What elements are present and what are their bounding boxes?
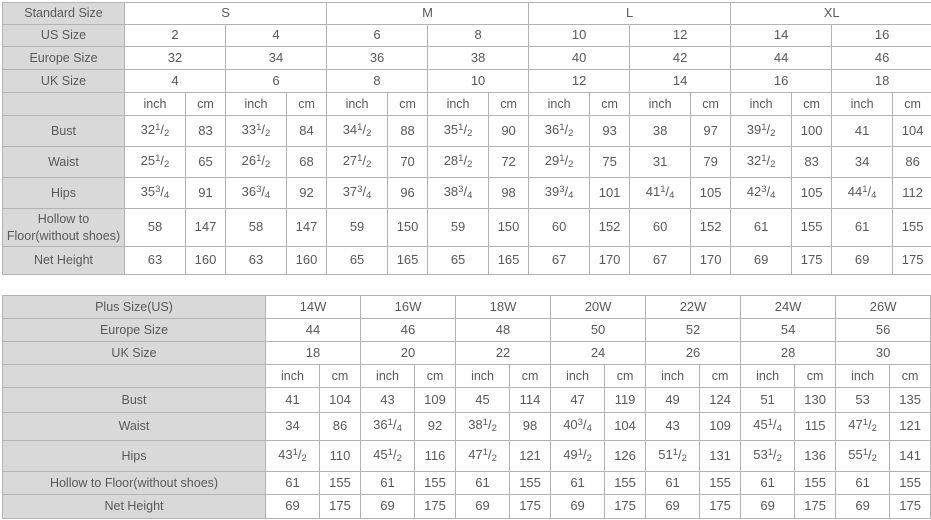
size-group-cell: 28 xyxy=(741,342,836,365)
value-cell: 83 xyxy=(792,147,832,178)
table-gap xyxy=(2,275,931,295)
row-header-label: Europe Size xyxy=(3,47,125,70)
unit-cm-label: cm xyxy=(415,365,456,388)
value-cell: 136 xyxy=(795,441,836,472)
value-cell: 72 xyxy=(489,147,529,178)
value-cell: 130 xyxy=(795,388,836,413)
row-header-label: Plus Size(US) xyxy=(3,296,266,319)
value-cell: $44^1/4$ xyxy=(832,178,893,209)
size-group-cell: 14 xyxy=(630,70,731,93)
value-cell: 58 xyxy=(125,209,186,247)
value-cell: 105 xyxy=(792,178,832,209)
value-cell: 175 xyxy=(893,247,931,275)
value-cell: 96 xyxy=(388,178,428,209)
measurement-label: Bust xyxy=(3,116,125,147)
value-cell: 155 xyxy=(320,472,361,495)
value-cell: 175 xyxy=(415,495,456,519)
size-group-cell: 26W xyxy=(836,296,931,319)
size-group-cell: 24 xyxy=(551,342,646,365)
value-cell: 38 xyxy=(630,116,691,147)
value-cell: 86 xyxy=(893,147,931,178)
value-cell: 59 xyxy=(428,209,489,247)
value-cell: $27^1/2$ xyxy=(327,147,388,178)
size-group-cell: 54 xyxy=(741,319,836,342)
unit-inch-label: inch xyxy=(327,93,388,116)
value-cell: 97 xyxy=(691,116,731,147)
value-cell: 155 xyxy=(795,472,836,495)
value-cell: 175 xyxy=(510,495,551,519)
value-cell: $42^3/4$ xyxy=(731,178,792,209)
value-cell: $39^3/4$ xyxy=(529,178,590,209)
size-group-cell: 46 xyxy=(361,319,456,342)
size-group-cell: 8 xyxy=(327,70,428,93)
value-cell: $33^1/2$ xyxy=(226,116,287,147)
value-cell: $38^3/4$ xyxy=(428,178,489,209)
value-cell: $35^3/4$ xyxy=(125,178,186,209)
size-group-cell: 24W xyxy=(741,296,836,319)
value-cell: 131 xyxy=(700,441,741,472)
size-group-cell: 18 xyxy=(266,342,361,365)
value-cell: 88 xyxy=(388,116,428,147)
value-cell: 69 xyxy=(456,495,510,519)
value-cell: 69 xyxy=(266,495,320,519)
value-cell: 51 xyxy=(741,388,795,413)
value-cell: 91 xyxy=(186,178,226,209)
value-cell: 104 xyxy=(605,413,646,441)
unit-cm-label: cm xyxy=(186,93,226,116)
value-cell: 109 xyxy=(415,388,456,413)
value-cell: 63 xyxy=(125,247,186,275)
size-group-cell: 14 xyxy=(731,25,832,47)
value-cell: 65 xyxy=(428,247,489,275)
size-group-cell: 4 xyxy=(125,70,226,93)
size-group-cell: 22W xyxy=(646,296,741,319)
size-group-cell: XL xyxy=(731,3,931,25)
value-cell: 175 xyxy=(792,247,832,275)
value-cell: $40^3/4$ xyxy=(551,413,605,441)
value-cell: 165 xyxy=(489,247,529,275)
size-group-cell: S xyxy=(125,3,327,25)
value-cell: $51^1/2$ xyxy=(646,441,700,472)
value-cell: 135 xyxy=(890,388,931,413)
value-cell: $28^1/2$ xyxy=(428,147,489,178)
unit-cm-label: cm xyxy=(510,365,551,388)
unit-inch-label: inch xyxy=(741,365,795,388)
value-cell: 141 xyxy=(890,441,931,472)
size-group-cell: 4 xyxy=(226,25,327,47)
unit-cm-label: cm xyxy=(287,93,327,116)
value-cell: 104 xyxy=(893,116,931,147)
size-group-cell: 56 xyxy=(836,319,931,342)
measurement-label: Waist xyxy=(3,147,125,178)
measurement-label: Hips xyxy=(3,441,266,472)
unit-cm-label: cm xyxy=(795,365,836,388)
value-cell: 119 xyxy=(605,388,646,413)
value-cell: 155 xyxy=(792,209,832,247)
value-cell: 175 xyxy=(795,495,836,519)
size-group-cell: 38 xyxy=(428,47,529,70)
measurement-label: Waist xyxy=(3,413,266,441)
value-cell: 147 xyxy=(287,209,327,247)
unit-row-corner xyxy=(3,365,266,388)
value-cell: 124 xyxy=(700,388,741,413)
value-cell: $35^1/2$ xyxy=(428,116,489,147)
unit-inch-label: inch xyxy=(428,93,489,116)
value-cell: 116 xyxy=(415,441,456,472)
value-cell: 49 xyxy=(646,388,700,413)
value-cell: 86 xyxy=(320,413,361,441)
size-group-cell: 22 xyxy=(456,342,551,365)
value-cell: 63 xyxy=(226,247,287,275)
value-cell: 67 xyxy=(529,247,590,275)
size-group-cell: 26 xyxy=(646,342,741,365)
value-cell: 31 xyxy=(630,147,691,178)
value-cell: 101 xyxy=(590,178,630,209)
value-cell: 83 xyxy=(186,116,226,147)
value-cell: $32^1/2$ xyxy=(731,147,792,178)
row-header-label: US Size xyxy=(3,25,125,47)
value-cell: 152 xyxy=(590,209,630,247)
value-cell: 45 xyxy=(456,388,510,413)
size-group-cell: 12 xyxy=(630,25,731,47)
value-cell: 69 xyxy=(361,495,415,519)
value-cell: 170 xyxy=(590,247,630,275)
size-group-cell: 42 xyxy=(630,47,731,70)
value-cell: 175 xyxy=(700,495,741,519)
value-cell: $32^1/2$ xyxy=(125,116,186,147)
value-cell: $43^1/2$ xyxy=(266,441,320,472)
size-group-cell: 32 xyxy=(125,47,226,70)
size-group-cell: 46 xyxy=(832,47,931,70)
value-cell: 34 xyxy=(832,147,893,178)
size-group-cell: 44 xyxy=(731,47,832,70)
value-cell: 92 xyxy=(415,413,456,441)
size-group-cell: 44 xyxy=(266,319,361,342)
value-cell: 59 xyxy=(327,209,388,247)
value-cell: 61 xyxy=(836,472,890,495)
unit-inch-label: inch xyxy=(226,93,287,116)
value-cell: 90 xyxy=(489,116,529,147)
unit-cm-label: cm xyxy=(489,93,529,116)
size-group-cell: 2 xyxy=(125,25,226,47)
value-cell: 67 xyxy=(630,247,691,275)
value-cell: 43 xyxy=(361,388,415,413)
unit-cm-label: cm xyxy=(605,365,646,388)
size-group-cell: 34 xyxy=(226,47,327,70)
value-cell: 155 xyxy=(700,472,741,495)
row-header-label: Europe Size xyxy=(3,319,266,342)
size-group-cell: 10 xyxy=(428,70,529,93)
value-cell: 110 xyxy=(320,441,361,472)
value-cell: 69 xyxy=(646,495,700,519)
unit-inch-label: inch xyxy=(836,365,890,388)
value-cell: $36^1/2$ xyxy=(529,116,590,147)
unit-cm-label: cm xyxy=(691,93,731,116)
value-cell: 69 xyxy=(551,495,605,519)
plus-size-chart-table xyxy=(2,295,931,519)
value-cell: 109 xyxy=(700,413,741,441)
value-cell: 100 xyxy=(792,116,832,147)
unit-cm-label: cm xyxy=(792,93,832,116)
value-cell: 175 xyxy=(605,495,646,519)
value-cell: 155 xyxy=(893,209,931,247)
value-cell: 61 xyxy=(266,472,320,495)
size-group-cell: 14W xyxy=(266,296,361,319)
value-cell: 165 xyxy=(388,247,428,275)
value-cell: 61 xyxy=(731,209,792,247)
size-group-cell: 12 xyxy=(529,70,630,93)
value-cell: $29^1/2$ xyxy=(529,147,590,178)
value-cell: 61 xyxy=(741,472,795,495)
value-cell: $53^1/2$ xyxy=(741,441,795,472)
unit-inch-label: inch xyxy=(529,93,590,116)
value-cell: 69 xyxy=(832,247,893,275)
size-group-cell: 16 xyxy=(731,70,832,93)
unit-cm-label: cm xyxy=(590,93,630,116)
measurement-label: Hollow to Floor(without shoes) xyxy=(3,209,125,247)
unit-inch-label: inch xyxy=(832,93,893,116)
size-group-cell: 16W xyxy=(361,296,456,319)
value-cell: 61 xyxy=(646,472,700,495)
value-cell: 147 xyxy=(186,209,226,247)
unit-cm-label: cm xyxy=(890,365,931,388)
value-cell: 41 xyxy=(266,388,320,413)
size-group-cell: 40 xyxy=(529,47,630,70)
value-cell: 114 xyxy=(510,388,551,413)
value-cell: 92 xyxy=(287,178,327,209)
value-cell: 34 xyxy=(266,413,320,441)
size-group-cell: 20W xyxy=(551,296,646,319)
value-cell: 60 xyxy=(630,209,691,247)
value-cell: $49^1/2$ xyxy=(551,441,605,472)
value-cell: $34^1/2$ xyxy=(327,116,388,147)
unit-inch-label: inch xyxy=(361,365,415,388)
size-group-cell: 36 xyxy=(327,47,428,70)
value-cell: 70 xyxy=(388,147,428,178)
value-cell: $47^1/2$ xyxy=(456,441,510,472)
value-cell: 150 xyxy=(489,209,529,247)
value-cell: $41^1/4$ xyxy=(630,178,691,209)
value-cell: $36^3/4$ xyxy=(226,178,287,209)
value-cell: 58 xyxy=(226,209,287,247)
size-group-cell: M xyxy=(327,3,529,25)
value-cell: 60 xyxy=(529,209,590,247)
value-cell: 69 xyxy=(741,495,795,519)
value-cell: 75 xyxy=(590,147,630,178)
unit-inch-label: inch xyxy=(551,365,605,388)
size-group-cell: 20 xyxy=(361,342,456,365)
unit-cm-label: cm xyxy=(700,365,741,388)
value-cell: 47 xyxy=(551,388,605,413)
value-cell: 61 xyxy=(832,209,893,247)
measurement-label: Bust xyxy=(3,388,266,413)
size-group-cell: 10 xyxy=(529,25,630,47)
value-cell: $37^3/4$ xyxy=(327,178,388,209)
value-cell: $47^1/2$ xyxy=(836,413,890,441)
value-cell: 69 xyxy=(731,247,792,275)
size-group-cell: 16 xyxy=(832,25,931,47)
value-cell: 65 xyxy=(186,147,226,178)
value-cell: $36^1/4$ xyxy=(361,413,415,441)
value-cell: 104 xyxy=(320,388,361,413)
size-group-cell: L xyxy=(529,3,731,25)
unit-inch-label: inch xyxy=(731,93,792,116)
value-cell: 170 xyxy=(691,247,731,275)
value-cell: $39^1/2$ xyxy=(731,116,792,147)
value-cell: 155 xyxy=(890,472,931,495)
row-header-label: UK Size xyxy=(3,342,266,365)
value-cell: 105 xyxy=(691,178,731,209)
value-cell: 121 xyxy=(510,441,551,472)
value-cell: 53 xyxy=(836,388,890,413)
measurement-label: Net Height xyxy=(3,247,125,275)
value-cell: 160 xyxy=(287,247,327,275)
value-cell: 79 xyxy=(691,147,731,178)
value-cell: $25^1/2$ xyxy=(125,147,186,178)
unit-inch-label: inch xyxy=(266,365,320,388)
value-cell: $55^1/2$ xyxy=(836,441,890,472)
value-cell: 68 xyxy=(287,147,327,178)
size-group-cell: 30 xyxy=(836,342,931,365)
value-cell: 93 xyxy=(590,116,630,147)
measurement-label: Hollow to Floor(without shoes) xyxy=(3,472,266,495)
unit-cm-label: cm xyxy=(388,93,428,116)
value-cell: 150 xyxy=(388,209,428,247)
value-cell: $38^1/2$ xyxy=(456,413,510,441)
size-group-cell: 6 xyxy=(226,70,327,93)
standard-size-chart-table xyxy=(2,2,931,275)
size-group-cell: 50 xyxy=(551,319,646,342)
size-group-cell: 6 xyxy=(327,25,428,47)
value-cell: 152 xyxy=(691,209,731,247)
value-cell: 175 xyxy=(890,495,931,519)
value-cell: $26^1/2$ xyxy=(226,147,287,178)
measurement-label: Net Height xyxy=(3,495,266,519)
value-cell: 155 xyxy=(605,472,646,495)
unit-inch-label: inch xyxy=(125,93,186,116)
value-cell: 98 xyxy=(489,178,529,209)
value-cell: 41 xyxy=(832,116,893,147)
size-group-cell: 48 xyxy=(456,319,551,342)
value-cell: 65 xyxy=(327,247,388,275)
value-cell: 121 xyxy=(890,413,931,441)
value-cell: 84 xyxy=(287,116,327,147)
value-cell: 61 xyxy=(551,472,605,495)
value-cell: 155 xyxy=(415,472,456,495)
unit-cm-label: cm xyxy=(893,93,931,116)
size-group-cell: 52 xyxy=(646,319,741,342)
size-group-cell: 18 xyxy=(832,70,931,93)
value-cell: 155 xyxy=(510,472,551,495)
row-header-label: UK Size xyxy=(3,70,125,93)
value-cell: 175 xyxy=(320,495,361,519)
value-cell: $45^1/2$ xyxy=(361,441,415,472)
value-cell: 112 xyxy=(893,178,931,209)
value-cell: 61 xyxy=(456,472,510,495)
measurement-label: Hips xyxy=(3,178,125,209)
value-cell: $45^1/4$ xyxy=(741,413,795,441)
value-cell: 115 xyxy=(795,413,836,441)
value-cell: 69 xyxy=(836,495,890,519)
row-header-label: Standard Size xyxy=(3,3,125,25)
value-cell: 126 xyxy=(605,441,646,472)
value-cell: 98 xyxy=(510,413,551,441)
size-group-cell: 8 xyxy=(428,25,529,47)
value-cell: 43 xyxy=(646,413,700,441)
value-cell: 160 xyxy=(186,247,226,275)
unit-inch-label: inch xyxy=(630,93,691,116)
value-cell: 61 xyxy=(361,472,415,495)
unit-cm-label: cm xyxy=(320,365,361,388)
size-group-cell: 18W xyxy=(456,296,551,319)
unit-inch-label: inch xyxy=(646,365,700,388)
unit-row-corner xyxy=(3,93,125,116)
unit-inch-label: inch xyxy=(456,365,510,388)
